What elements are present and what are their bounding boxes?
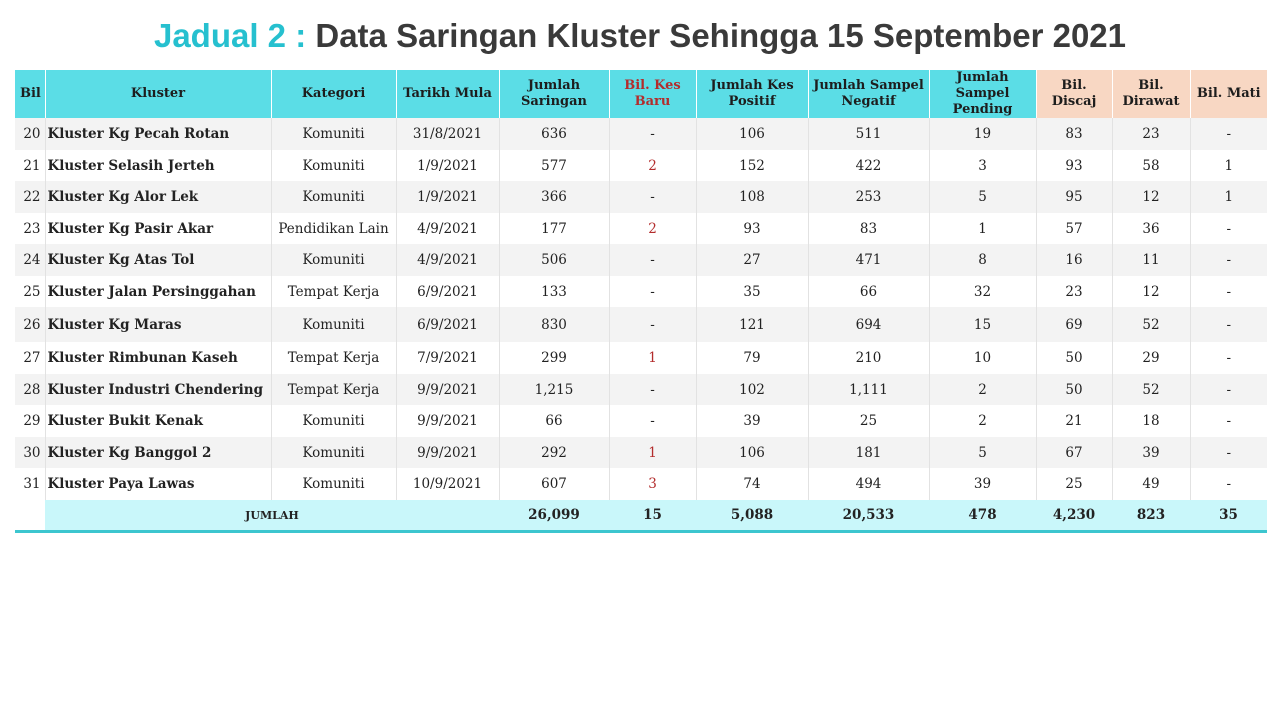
cell-pending: 15 [929,307,1036,342]
cell-discaj: 50 [1036,374,1112,405]
cell-tarikh: 9/9/2021 [396,405,499,437]
col-header-mati: Bil. Mati [1190,70,1267,118]
cell-kluster: Kluster Kg Alor Lek [45,181,271,213]
cell-dirawat: 12 [1112,181,1190,213]
cell-saringan: 292 [499,437,609,468]
table-row [15,437,1267,468]
total-discaj: 4,230 [1036,500,1112,532]
cell-positif: 121 [696,307,808,342]
cell-discaj: 25 [1036,468,1112,500]
cell-pending: 3 [929,150,1036,181]
cell-pending: 5 [929,437,1036,468]
cell-kes-baru: - [609,181,696,213]
cell-dirawat: 52 [1112,374,1190,405]
cell-tarikh: 10/9/2021 [396,468,499,500]
cell-negatif: 181 [808,437,929,468]
cell-bil: 30 [15,437,45,468]
cell-mati: - [1190,244,1267,276]
table-row [15,342,1267,374]
cell-kes-baru: 1 [609,437,696,468]
cell-discaj: 23 [1036,276,1112,307]
cell-kluster: Kluster Paya Lawas [45,468,271,500]
cell-pending: 2 [929,374,1036,405]
cell-negatif: 1,111 [808,374,929,405]
page-title [0,14,1280,58]
cell-pending: 19 [929,118,1036,150]
header-row [15,70,1267,118]
cell-bil: 20 [15,118,45,150]
cell-bil: 27 [15,342,45,374]
cell-positif: 106 [696,437,808,468]
cell-kategori: Pendidikan Lain [271,213,396,244]
cell-bil: 24 [15,244,45,276]
table-body [15,118,1267,500]
total-saringan: 26,099 [499,500,609,532]
cell-positif: 79 [696,342,808,374]
cell-discaj: 95 [1036,181,1112,213]
cell-kes-baru: - [609,276,696,307]
cell-dirawat: 18 [1112,405,1190,437]
cell-negatif: 210 [808,342,929,374]
cell-negatif: 511 [808,118,929,150]
cell-dirawat: 39 [1112,437,1190,468]
cell-mati: - [1190,307,1267,342]
cell-positif: 102 [696,374,808,405]
cell-mati: - [1190,374,1267,405]
cell-tarikh: 4/9/2021 [396,244,499,276]
cell-negatif: 66 [808,276,929,307]
cell-positif: 106 [696,118,808,150]
cell-pending: 39 [929,468,1036,500]
cell-pending: 1 [929,213,1036,244]
cell-negatif: 253 [808,181,929,213]
cell-positif: 93 [696,213,808,244]
cell-saringan: 299 [499,342,609,374]
cell-bil: 23 [15,213,45,244]
cell-kes-baru: - [609,374,696,405]
cell-pending: 8 [929,244,1036,276]
cell-kategori: Komuniti [271,437,396,468]
col-header-kategori: Kategori [271,70,396,118]
cell-bil: 22 [15,181,45,213]
cell-dirawat: 52 [1112,307,1190,342]
col-header-tarikh-mula: Tarikh Mula [396,70,499,118]
cell-negatif: 494 [808,468,929,500]
cell-kes-baru: 2 [609,213,696,244]
total-negatif: 20,533 [808,500,929,532]
cluster-table [15,70,1267,533]
cell-kluster: Kluster Jalan Persinggahan [45,276,271,307]
cell-pending: 10 [929,342,1036,374]
cell-kategori: Komuniti [271,468,396,500]
total-positif: 5,088 [696,500,808,532]
cell-positif: 39 [696,405,808,437]
cell-kes-baru: 3 [609,468,696,500]
cell-mati: - [1190,213,1267,244]
cell-kes-baru: 2 [609,150,696,181]
cell-dirawat: 36 [1112,213,1190,244]
col-header-sampel-negatif: Jumlah Sampel Negatif [808,70,929,118]
cell-discaj: 67 [1036,437,1112,468]
table-row [15,276,1267,307]
cell-kategori: Tempat Kerja [271,342,396,374]
total-label: JUMLAH [45,500,499,532]
title-prefix: Jadual 2 : [153,17,307,54]
cell-kluster: Kluster Kg Pecah Rotan [45,118,271,150]
cell-kes-baru: 1 [609,342,696,374]
cell-pending: 5 [929,181,1036,213]
cell-kluster: Kluster Kg Maras [45,307,271,342]
cell-bil: 25 [15,276,45,307]
cell-kluster: Kluster Rimbunan Kaseh [45,342,271,374]
table-row [15,213,1267,244]
cell-mati: 1 [1190,150,1267,181]
cell-saringan: 177 [499,213,609,244]
cell-negatif: 83 [808,213,929,244]
cell-kluster: Kluster Selasih Jerteh [45,150,271,181]
col-header-kluster: Kluster [45,70,271,118]
cell-kategori: Tempat Kerja [271,374,396,405]
cell-bil: 31 [15,468,45,500]
cell-positif: 74 [696,468,808,500]
total-kes-baru: 15 [609,500,696,532]
cell-saringan: 830 [499,307,609,342]
cell-tarikh: 31/8/2021 [396,118,499,150]
table-row [15,405,1267,437]
cell-discaj: 16 [1036,244,1112,276]
table-row [15,374,1267,405]
total-mati: 35 [1190,500,1267,532]
cell-saringan: 636 [499,118,609,150]
cell-dirawat: 12 [1112,276,1190,307]
cell-kluster: Kluster Kg Atas Tol [45,244,271,276]
cell-discaj: 21 [1036,405,1112,437]
cell-kluster: Kluster Industri Chendering [45,374,271,405]
table-row [15,307,1267,342]
cell-positif: 35 [696,276,808,307]
cell-bil: 26 [15,307,45,342]
cell-mati: 1 [1190,181,1267,213]
cell-kategori: Tempat Kerja [271,276,396,307]
cell-kategori: Komuniti [271,307,396,342]
cell-tarikh: 1/9/2021 [396,150,499,181]
table-row [15,244,1267,276]
cell-dirawat: 29 [1112,342,1190,374]
cell-kluster: Kluster Kg Banggol 2 [45,437,271,468]
cell-tarikh: 9/9/2021 [396,374,499,405]
cell-mati: - [1190,437,1267,468]
cell-pending: 2 [929,405,1036,437]
cell-positif: 108 [696,181,808,213]
cell-tarikh: 4/9/2021 [396,213,499,244]
col-header-discaj: Bil. Discaj [1036,70,1112,118]
cell-positif: 27 [696,244,808,276]
cell-dirawat: 23 [1112,118,1190,150]
cell-tarikh: 7/9/2021 [396,342,499,374]
cell-kategori: Komuniti [271,244,396,276]
cell-discaj: 57 [1036,213,1112,244]
cell-discaj: 69 [1036,307,1112,342]
col-header-kes-positif: Jumlah Kes Positif [696,70,808,118]
cell-dirawat: 11 [1112,244,1190,276]
cell-kes-baru: - [609,405,696,437]
cell-mati: - [1190,276,1267,307]
cell-saringan: 1,215 [499,374,609,405]
cell-mati: - [1190,405,1267,437]
table-row [15,181,1267,213]
cell-tarikh: 1/9/2021 [396,181,499,213]
cell-saringan: 506 [499,244,609,276]
cell-bil: 28 [15,374,45,405]
cell-kategori: Komuniti [271,118,396,150]
total-pending: 478 [929,500,1036,532]
col-header-kes-baru: Bil. Kes Baru [609,70,696,118]
cell-kes-baru: - [609,307,696,342]
table-row [15,468,1267,500]
col-header-sampel-pending: Jumlah Sampel Pending [929,70,1036,118]
cell-positif: 152 [696,150,808,181]
total-dirawat: 823 [1112,500,1190,532]
cell-dirawat: 58 [1112,150,1190,181]
total-row [15,500,1267,532]
table-row [15,118,1267,150]
cell-mati: - [1190,468,1267,500]
cell-kes-baru: - [609,118,696,150]
cell-discaj: 83 [1036,118,1112,150]
cell-discaj: 93 [1036,150,1112,181]
table-row [15,150,1267,181]
cell-pending: 32 [929,276,1036,307]
title-main: Data Saringan Kluster Sehingga 15 September 2021 [315,17,1127,54]
cell-kluster: Kluster Bukit Kenak [45,405,271,437]
cell-saringan: 607 [499,468,609,500]
cell-kategori: Komuniti [271,181,396,213]
col-header-bil: Bil [15,70,45,118]
col-header-dirawat: Bil. Dirawat [1112,70,1190,118]
cell-negatif: 25 [808,405,929,437]
cell-negatif: 422 [808,150,929,181]
total-blank-cell [15,500,45,532]
cell-saringan: 366 [499,181,609,213]
cell-saringan: 577 [499,150,609,181]
cell-bil: 21 [15,150,45,181]
cell-saringan: 66 [499,405,609,437]
cell-bil: 29 [15,405,45,437]
cell-tarikh: 6/9/2021 [396,307,499,342]
cell-tarikh: 9/9/2021 [396,437,499,468]
cell-kluster: Kluster Kg Pasir Akar [45,213,271,244]
cell-mati: - [1190,342,1267,374]
cell-negatif: 471 [808,244,929,276]
cell-saringan: 133 [499,276,609,307]
cell-tarikh: 6/9/2021 [396,276,499,307]
cell-kategori: Komuniti [271,405,396,437]
cell-negatif: 694 [808,307,929,342]
cell-kategori: Komuniti [271,150,396,181]
cell-kes-baru: - [609,244,696,276]
cell-mati: - [1190,118,1267,150]
col-header-jumlah-saringan: Jumlah Saringan [499,70,609,118]
cell-dirawat: 49 [1112,468,1190,500]
cell-discaj: 50 [1036,342,1112,374]
